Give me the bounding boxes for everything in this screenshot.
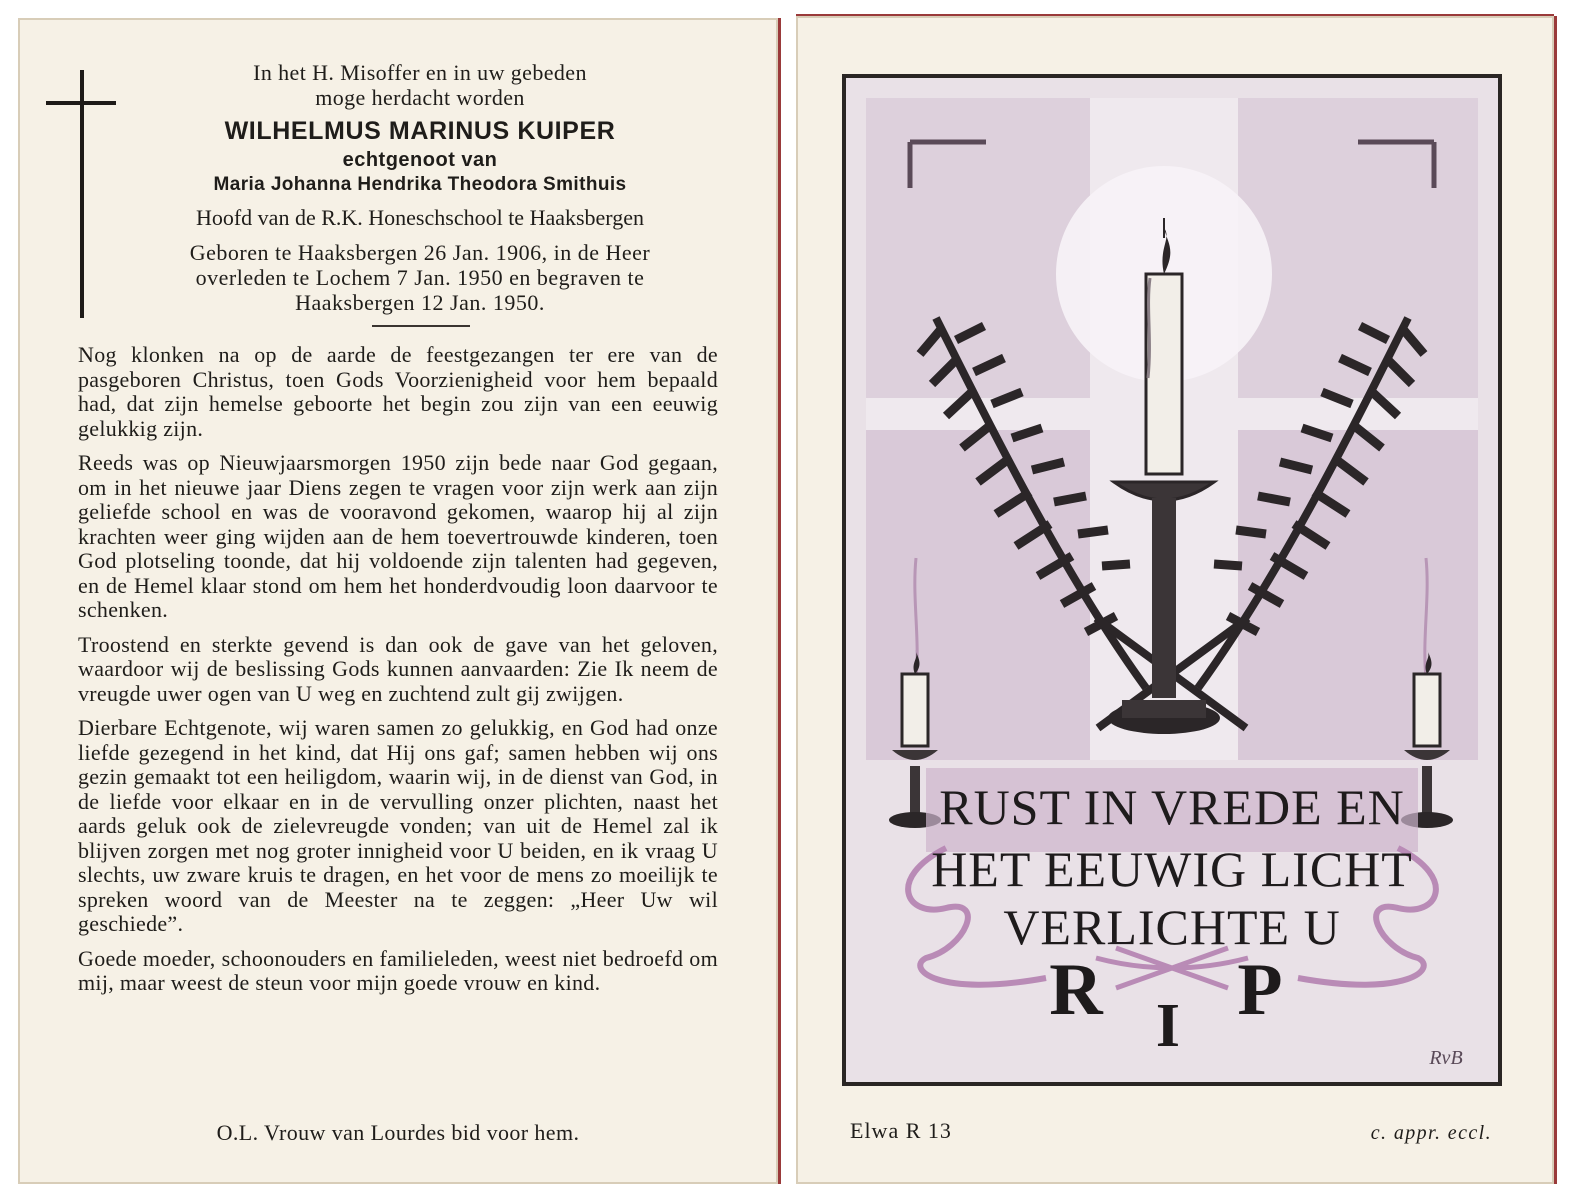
banner-line-1: RUST IN VREDE EN — [939, 779, 1405, 835]
memorial-text — [78, 343, 718, 1006]
memorial-artwork-card — [796, 16, 1554, 1184]
dates-line-2: overleden te Lochem 7 Jan. 1950 en begraven te — [195, 265, 645, 290]
occupation: Hoofd van de R.K. Honeschschool te Haaksbergen — [195, 205, 645, 230]
banner-line-3: VERLICHTE U — [1003, 899, 1341, 955]
memorial-illustration — [846, 78, 1498, 1082]
spouse-label: echtgenoot van — [342, 149, 498, 171]
artwork-frame — [842, 74, 1502, 1086]
deceased-name: WILHELMUS MARINUS KUIPER — [224, 117, 616, 145]
divider — [372, 325, 470, 327]
rip-letter-i: I — [1155, 992, 1181, 1060]
closing-prayer: O.L. Vrouw van Lourdes bid voor hem. — [216, 1120, 580, 1145]
artist-monogram: RvB — [1429, 1047, 1463, 1069]
banner-line-2: HET EEUWIG LICHT — [931, 841, 1413, 897]
paragraph: Dierbare Echtgenote, wij waren samen zo gelukkig, en God had onze liefde gezegend in het kind, dat Hij ons gaf; samen hebben wij ons gezin gemaakt tot een heiligdom, waarin wij, in de dienst van God, in de liefde voor elkaar en in de vervulling onzer plichten, naast het aards geluk ook de zielevreugde vonden; van uit de Hemel zal ik blijven zorgen met nog groter innigheid voor U beiden, en ik vraag U slechts, uw zware kruis te dragen, en het voor de mens zo moeilijk te spreken woord van de Meester na te zeggen: „Heer Uw wil geschiede”. — [78, 715, 718, 936]
cross-icon-bar — [46, 101, 116, 105]
paragraph: Reeds was op Nieuwjaarsmorgen 1950 zijn bede naar God gegaan, om in het nieuwe jaar Diens zegen te vragen voor zijn werk aan zijn geliefde school en was de vooravond gekomen, waarop hij al zijn krachten weer ging wijden aan de hem toevertrouwde kinderen, toen God plotseling toonde, dat hij voldoende zijn talenten had gegeven, en de Hemel klaar stond om hem het honderdvoudig loon daarvoor te schenken. — [78, 450, 718, 622]
dates-line-3: Haaksbergen 12 Jan. 1950. — [295, 290, 545, 315]
publisher-code: Elwa R 13 — [850, 1118, 952, 1143]
ecclesiastical-approval: c. appr. eccl. — [1370, 1122, 1492, 1144]
cross-icon — [80, 70, 84, 318]
dates-line-1: Geboren te Haaksbergen 26 Jan. 1906, in de Heer — [189, 240, 651, 265]
paragraph: Goede moeder, schoonouders en familieleden, weest niet bedroefd om mij, maar weest de steun voor mijn goede vrouw en kind. — [78, 945, 718, 995]
intro-line-2: moge herdacht worden — [315, 85, 525, 110]
memorial-text-card — [18, 18, 778, 1184]
memorial-header — [120, 60, 720, 315]
paragraph: Troostend en sterkte gevend is dan ook de gave van het geloven, waardoor wij de beslissing Gods kunnen aanvaarden: Zie Ik neem de vreugde uwer ogen van U weg en zuchtend zult gij zwijgen. — [78, 631, 718, 706]
intro-line-1: In het H. Misoffer en in uw gebeden — [253, 60, 587, 85]
paragraph: Nog klonken na op de aarde de feestgezangen ter ere van de pasgeboren Christus, toen Gods Voorzienigheid voor hem bepaald had, dat zijn hemelse geboorte het begin zou zijn van een eeuwig gelukkig zijn. — [78, 342, 718, 441]
spouse-name: Maria Johanna Hendrika Theodora Smithuis — [213, 174, 627, 195]
rip-letter-p: P — [1237, 949, 1283, 1031]
rip-letter-r: R — [1049, 949, 1103, 1031]
